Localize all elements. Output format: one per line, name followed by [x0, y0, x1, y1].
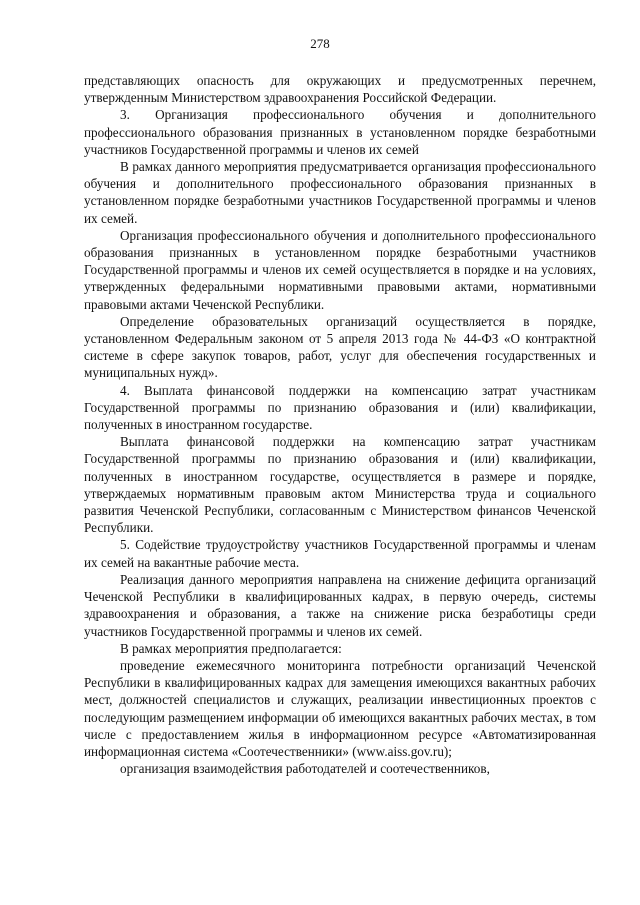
- paragraph: В рамках данного мероприятия предусматривается организация профессионального обучения и дополнительного профессионального образования признанных в установленном порядке безработными участников Государственной программы и членов их семей.: [84, 159, 596, 226]
- page-number: 278: [310, 36, 330, 51]
- paragraph: представляющих опасность для окружающих и предусмотренных перечнем, утвержденным Министерством здравоохранения Российской Федерации.: [84, 73, 596, 106]
- section-heading: 3. Организация профессионального обучения и дополнительного профессионального образования признанных в установленном порядке безработными участников Государственной программы и членов их семей: [84, 107, 596, 157]
- paragraph: Организация профессионального обучения и дополнительного профессионального образования признанных в установленном порядке безработными участников Государственной программы и членов их семей осуществляется в порядке и на условиях, утвержденных федеральными нормативными правовыми актами, нормативными правовыми актами Чеченской Республики.: [84, 227, 596, 312]
- paragraph: В рамках мероприятия предполагается:: [120, 640, 342, 656]
- page-body: [84, 72, 596, 777]
- section-heading: 5. Содействие трудоустройству участников Государственной программы и членам их семей на вакантные рабочие места.: [84, 537, 596, 570]
- paragraph: Выплата финансовой поддержки на компенсацию затрат участникам Государственной программы по признанию образования и (или) квалификации, полученных в иностранном государстве, осуществляется в размере и порядке, утверждаемых нормативным правовым актом Министерства труда и социального развития Чеченской Республики, согласованным с Министерством финансов Чеченской Республики.: [84, 434, 596, 536]
- list-paragraph: проведение ежемесячного мониторинга потребности организаций Чеченской Республики в квалифицированных кадрах для замещения имеющихся вакантных рабочих мест, должностей специалистов и служащих, реализации инвестиционных проектов с последующим размещением информации об имеющихся вакантных рабочих местах, в том числе с предоставлением жилья в информационном ресурсе «Автоматизированная информационная система «Соотечественники» (www.aiss.gov.ru);: [84, 657, 596, 759]
- list-paragraph: организация взаимодействия работодателей и соотечественников,: [120, 761, 490, 777]
- section-heading: 4. Выплата финансовой поддержки на компенсацию затрат участникам Государственной программы по признанию образования и (или) квалификации, полученных в иностранном государстве.: [84, 382, 596, 433]
- paragraph: Определение образовательных организаций осуществляется в порядке, установленном Федеральным законом от 5 апреля 2013 года № 44-ФЗ «О контрактной системе в сфере закупок товаров, работ, услуг для обеспечения государственных и муниципальных нужд».: [84, 313, 596, 381]
- paragraph: Реализация данного мероприятия направлена на снижение дефицита организаций Чеченской Республики в квалифицированных кадрах, в первую очередь, системы здравоохранения и образования, а также на снижение риска безработицы среди участников Государственной программы и членов их семей.: [84, 571, 596, 639]
